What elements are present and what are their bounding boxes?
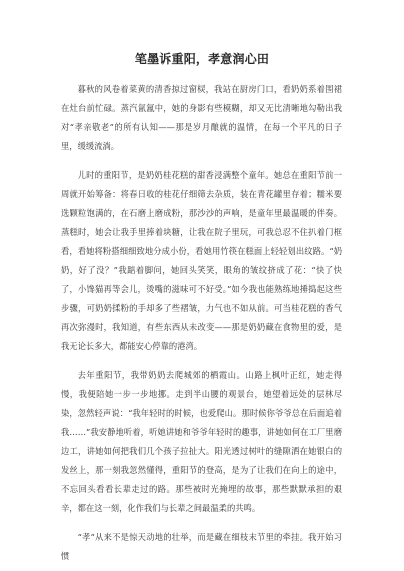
paragraph: “孝”从来不是惊天动地的壮举，而是藏在细枝末节里的牵挂。我开始习惯 xyxy=(61,532,342,561)
paragraph: 暮秋的风卷着菜黄的清香掠过窗棂，我站在厨房门口，看奶奶系着围裙在灶台前忙碌。蒸汽氤氲中，她的身影有些模糊，却又无比清晰地勾勒出我对“孝亲敬老”的所有认知——那是岁月酿就的温情，在每一个平凡的日子里，缓缓流淌。 xyxy=(61,84,342,151)
document-body xyxy=(61,80,342,566)
document-title: 笔墨诉重阳，孝意润心田 xyxy=(134,52,270,66)
paragraph: 儿时的重阳节，是奶奶桂花糕的甜香浸满整个童年。她总在重阳节前一周就开始筹备：将春日收的桂花仔细筛去杂质，装在青花罐里存着；糯米要选颗粒饱满的，在石磨上磨成粉，那沙沙的声响，是童年里最温暖的伴奏。蒸糕时，她会让我手里捧着块糖，让我在院子里玩，可我总忍不住扒着门框看，看她将粉搭细细致地分成小份，看她用竹筷在糕面上轻轻划出纹路。“奶奶，好了没？”我踮着脚问，她回头笑笑，眼角的皱纹挤成了花：“快了快了，小馋猫再等会儿，烫嘴的滋味可不好受。”如今我也能熟练地捶捣起这些步骤，可奶奶揉粉的手却多了些褶皱，力气也不如从前。可当桂花糕的香气再次弥漫时，我知道，有些东西从未改变——那是奶奶藏在食物里的爱，是我无论长多大，都能安心停靠的港湾。 xyxy=(61,170,342,351)
paragraph: 去年重阳节，我带奶奶去爬城郊的栖霞山。山路上枫叶正红，她走得慢，我便陪她一步一步地挪。走到半山腰的观景台，她望着远处的层林尽染，忽然轻声说：“我年轻时的时候，也爱爬山。那时候你爷爷总在后面追着我……”我安静地听着，听她讲她和爷爷年轻时的趣事，讲她如何在工厂里磨边工，讲她如何把我们几个孩子拉扯大。阳光透过树叶的缝隙洒在她银白的发丝上，那一刻我忽然懂得，重阳节的登高，是为了让我们在向上的途中，不忘回头看看长辈走过的路。那些被时光掩埋的故事，那些默默承担的艰辛，都在这一刻，化作我们与长辈之间最温柔的共鸣。 xyxy=(61,370,342,513)
